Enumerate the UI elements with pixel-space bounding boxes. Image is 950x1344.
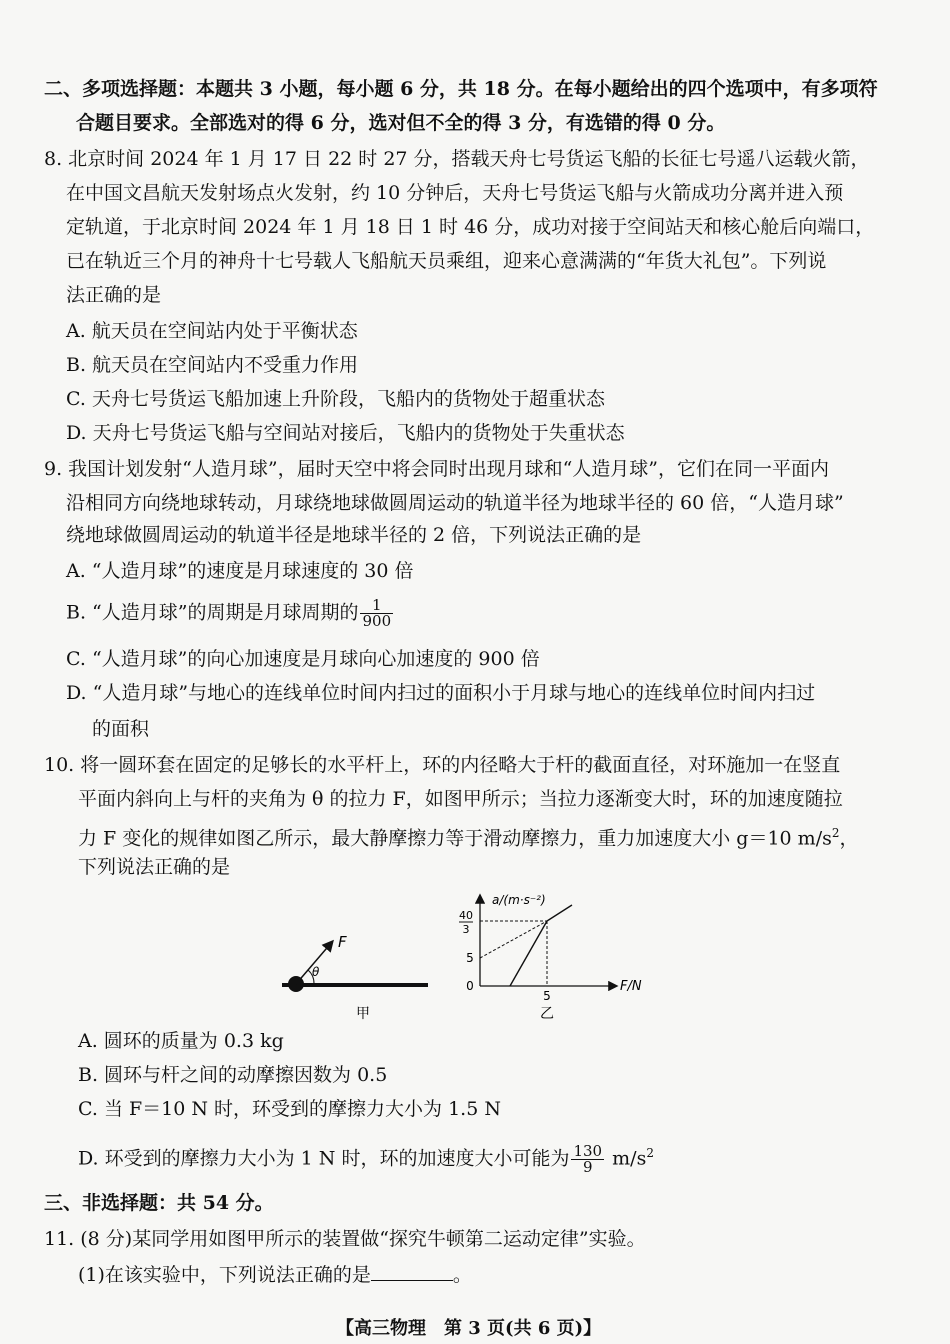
q9-option-b-text: B. “人造月球”的周期是月球周期的 — [66, 601, 359, 624]
figure-yi-caption: 乙 — [540, 1006, 554, 1022]
q9-stem-line1: 9. 我国计划发射“人造月球”，届时天空中将会同时出现月球和“人造月球”，它们在同一平面内 — [44, 458, 830, 480]
fraction-numerator: 1 — [360, 598, 393, 614]
fraction-numerator: 130 — [573, 1141, 603, 1160]
q9-stem-line2: 沿相同方向绕地球转动，月球绕地球做圆周运动的轨道半径为地球半径的 60 倍，“人造月球” — [66, 492, 844, 514]
q8-stem-line3: 定轨道，于北京时间 2024 年 1 月 18 日 1 时 46 分，成功对接于空间站天和核心舱后向端口， — [66, 216, 875, 238]
q10-option-a: A. 圆环的质量为 0.3 kg — [78, 1030, 284, 1052]
q8-option-b: B. 航天员在空间站内不受重力作用 — [66, 354, 359, 376]
q8-option-c: C. 天舟七号货运飞船加速上升阶段，飞船内的货物处于超重状态 — [66, 388, 605, 410]
q11-part1 — [78, 1262, 472, 1288]
q8-stem-line4: 已在轨近三个月的神舟十七号载人飞船航天员乘组，迎来心意满满的“年货大礼包”。下列说 — [66, 250, 827, 272]
q10-option-d-unit: m/s — [612, 1147, 647, 1170]
figure-yi — [440, 890, 670, 1025]
origin-label: 0 — [466, 979, 474, 993]
q10-option-d-fraction — [571, 1141, 604, 1176]
y-tick-mid: 5 — [466, 951, 474, 965]
figure-jia-caption: 甲 — [356, 1006, 370, 1022]
fraction-denominator: 900 — [362, 612, 392, 630]
q8-stem-line1: 8. 北京时间 2024 年 1 月 17 日 22 时 27 分，搭载天舟七号货运飞船的长征七号遥八运载火箭， — [44, 148, 870, 170]
fraction-denominator: 9 — [583, 1157, 593, 1176]
q10-option-b: B. 圆环与杆之间的动摩擦因数为 0.5 — [78, 1064, 388, 1086]
q9-option-c: C. “人造月球”的向心加速度是月球向心加速度的 900 倍 — [66, 648, 540, 670]
q11-stem-line1: 11. (8 分)某同学用如图甲所示的装置做“探究牛顿第二运动定律”实验。 — [44, 1228, 646, 1250]
section2-header-line1: 二、多项选择题：本题共 3 小题，每小题 6 分，共 18 分。在每小题给出的四个选项中，有多项符 — [44, 78, 878, 100]
q8-option-a: A. 航天员在空间站内处于平衡状态 — [66, 320, 358, 342]
q10-option-d-unit-sup: 2 — [646, 1146, 654, 1160]
q8-stem-line5: 法正确的是 — [66, 284, 162, 306]
answer-blank[interactable] — [371, 1262, 453, 1281]
q10-stem-line2: 平面内斜向上与杆的夹角为 θ 的拉力 F，如图甲所示；当拉力逐渐变大时，环的加速度随拉 — [78, 788, 843, 810]
q10-option-d-text: D. 环受到的摩擦力大小为 1 N 时，环的加速度大小可能为 — [78, 1147, 570, 1170]
q10-stem-line1: 10. 将一圆环套在固定的足够长的水平杆上，环的内径略大于杆的截面直径，对环施加一在竖直 — [44, 754, 841, 776]
q10-stem-line3-end: ， — [839, 827, 859, 850]
q11-part1-text: (1)在该实验中，下列说法正确的是 — [78, 1264, 371, 1286]
y-tick-top-denominator: 3 — [462, 923, 470, 936]
q9-option-d-line1: D. “人造月球”与地心的连线单位时间内扫过的面积小于月球与地心的连线单位时间内扫过 — [66, 682, 816, 704]
x-axis-label: F/N — [620, 979, 642, 994]
q10-stem-line3 — [78, 820, 859, 851]
page-footer: 【高三物理 第 3 页(共 6 页)】 — [336, 1318, 602, 1339]
q10-stem-line4: 下列说法正确的是 — [78, 856, 231, 878]
q10-option-c: C. 当 F＝10 N 时，环受到的摩擦力大小为 1.5 N — [78, 1098, 501, 1120]
graph-segment-2 — [547, 905, 572, 921]
x-tick: 5 — [543, 989, 551, 1003]
q9-option-b — [66, 598, 395, 629]
y-tick-top-numerator: 40 — [459, 909, 473, 922]
q10-stem-line3-text: 力 F 变化的规律如图乙所示，最大静摩擦力等于滑动摩擦力，重力加速度大小 g＝10 m/s — [78, 827, 832, 850]
q8-option-d: D. 天舟七号货运飞船与空间站对接后，飞船内的货物处于失重状态 — [66, 422, 625, 444]
q9-option-d-line2: 的面积 — [92, 718, 150, 740]
q10-stem-line3-sup: 2 — [831, 826, 840, 840]
figure-jia — [270, 920, 440, 1030]
q9-option-b-fraction — [360, 598, 393, 629]
section2-header-line2: 合题目要求。全部选对的得 6 分，选对但不全的得 3 分，有选错的得 0 分。 — [76, 112, 726, 134]
angle-label: θ — [312, 965, 320, 979]
q10-option-d — [78, 1140, 654, 1175]
q8-stem-line2: 在中国文昌航天发射场点火发射，约 10 分钟后，天舟七号货运飞船与火箭成功分离并进入预 — [66, 182, 844, 204]
q9-option-a: A. “人造月球”的速度是月球速度的 30 倍 — [66, 560, 414, 582]
q11-part1-end: 。 — [452, 1264, 472, 1286]
q9-stem-line3: 绕地球做圆周运动的轨道半径是地球半径的 2 倍，下列说法正确的是 — [66, 524, 642, 546]
y-axis-label: a/(m·s⁻²) — [492, 893, 546, 907]
section3-header: 三、非选择题：共 54 分。 — [44, 1192, 274, 1214]
force-label: F — [338, 933, 347, 951]
